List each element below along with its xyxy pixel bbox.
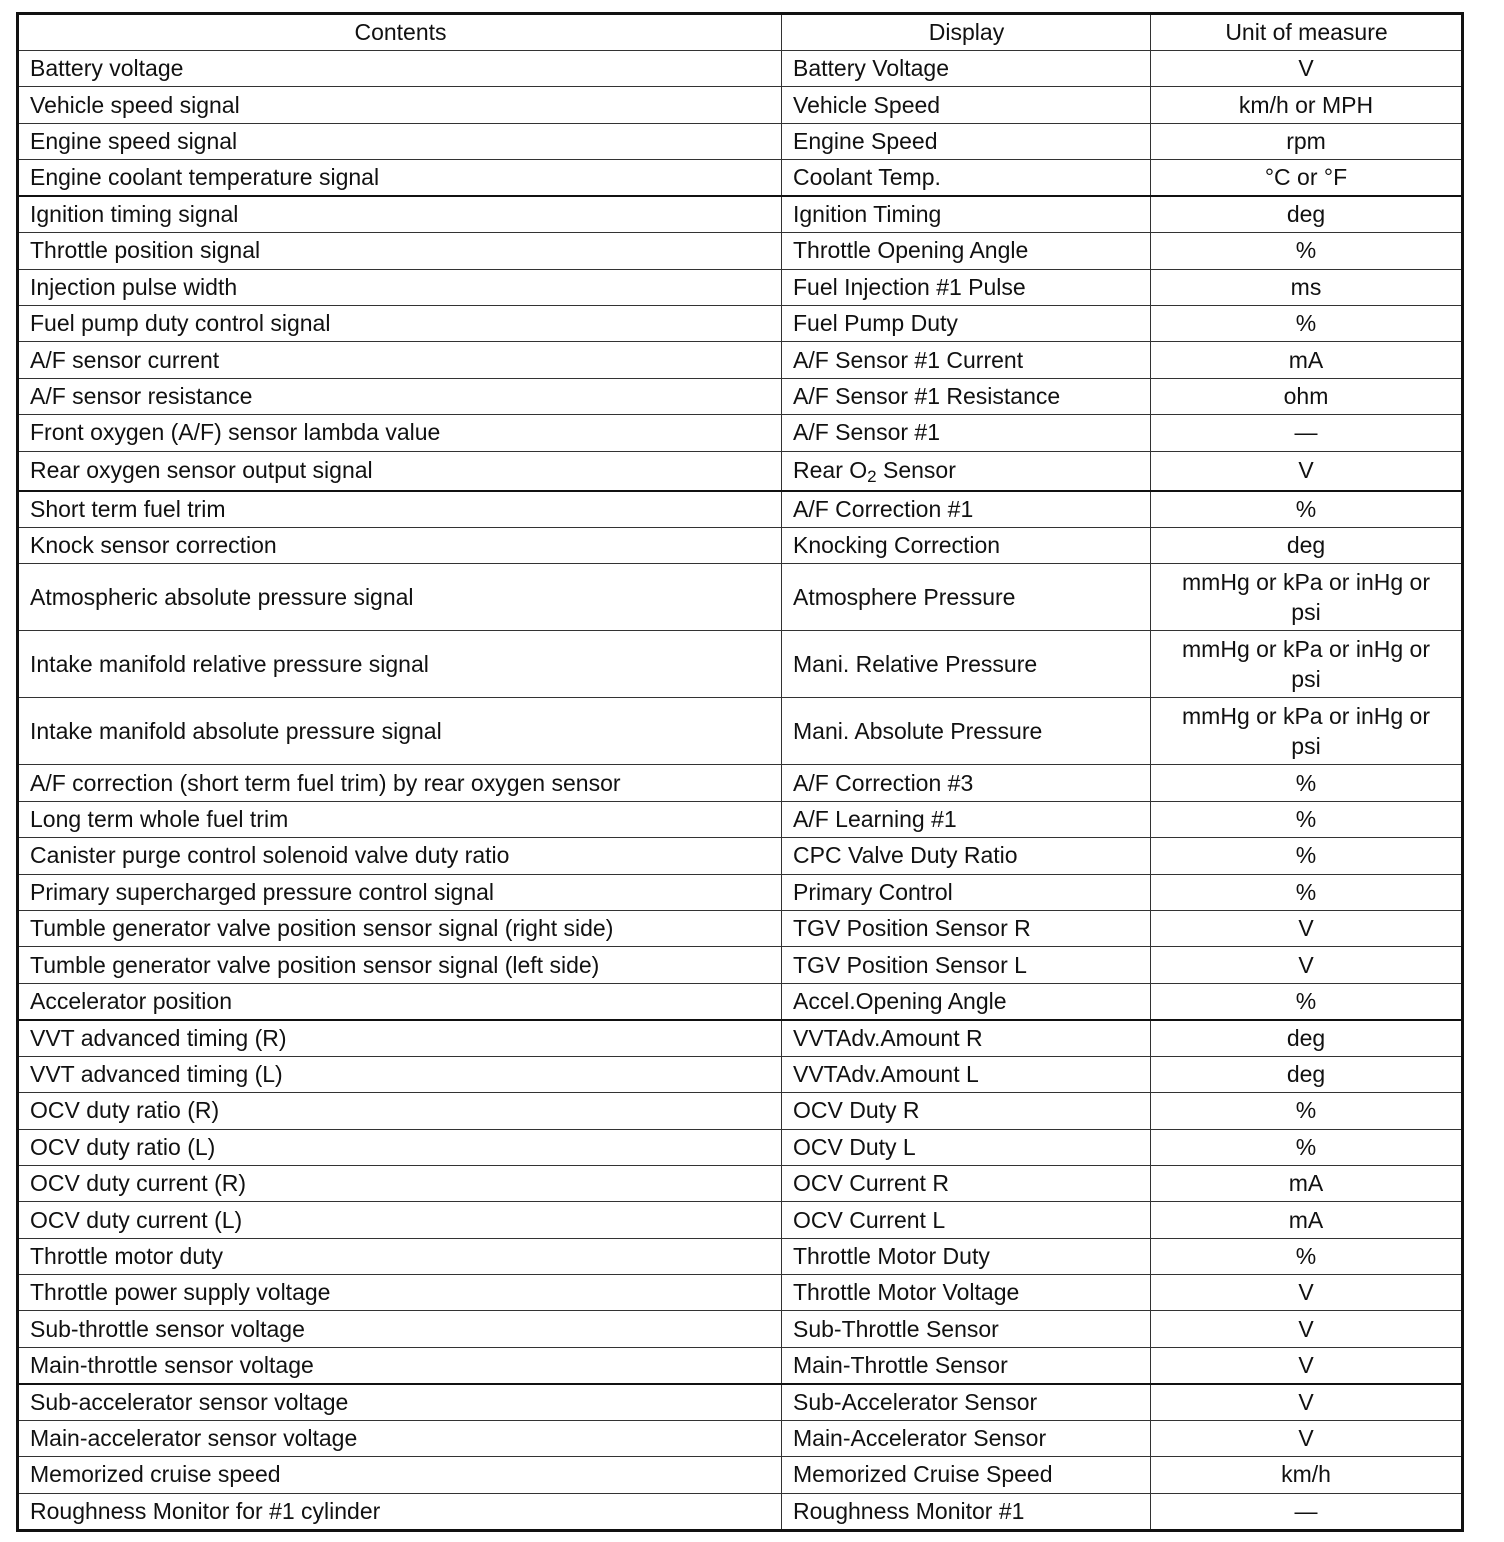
table-row [18,1347,1463,1384]
cell-unit: deg [1151,196,1463,233]
table-row [18,123,1463,159]
table-row [18,1311,1463,1347]
cell-display: A/F Correction #1 [782,491,1151,528]
cell-display: A/F Sensor #1 Resistance [782,378,1151,414]
cell-display: Roughness Monitor #1 [782,1493,1151,1530]
cell-display: Ignition Timing [782,196,1151,233]
table-row [18,1093,1463,1129]
table-row [18,983,1463,1020]
table-header-row [18,14,1463,51]
cell-unit: km/h [1151,1457,1463,1493]
cell-contents: Ignition timing signal [18,196,782,233]
cell-contents: Engine speed signal [18,123,782,159]
table-row [18,910,1463,946]
cell-unit: mmHg or kPa or inHg or psi [1151,698,1463,765]
cell-display: Memorized Cruise Speed [782,1457,1151,1493]
cell-unit: rpm [1151,123,1463,159]
table-row [18,305,1463,341]
cell-contents: Main-accelerator sensor voltage [18,1420,782,1456]
cell-contents: A/F sensor current [18,342,782,378]
cell-contents: Sub-throttle sensor voltage [18,1311,782,1347]
cell-unit: V [1151,451,1463,491]
cell-unit: % [1151,305,1463,341]
cell-contents: Vehicle speed signal [18,87,782,123]
cell-contents: Main-throttle sensor voltage [18,1347,782,1384]
cell-unit: deg [1151,1020,1463,1057]
cell-display: Engine Speed [782,123,1151,159]
cell-unit: ohm [1151,378,1463,414]
cell-unit: ms [1151,269,1463,305]
cell-contents: Sub-accelerator sensor voltage [18,1384,782,1421]
cell-display: Sub-Throttle Sensor [782,1311,1151,1347]
cell-contents: Throttle position signal [18,233,782,269]
cell-contents: Tumble generator valve position sensor signal (left side) [18,947,782,983]
cell-unit: V [1151,947,1463,983]
cell-unit: deg [1151,1056,1463,1092]
cell-unit: mmHg or kPa or inHg or psi [1151,564,1463,631]
cell-contents: Long term whole fuel trim [18,801,782,837]
table-row [18,1020,1463,1057]
cell-unit: % [1151,1093,1463,1129]
cell-unit: V [1151,1384,1463,1421]
cell-contents: VVT advanced timing (R) [18,1020,782,1057]
cell-display: Mani. Absolute Pressure [782,698,1151,765]
cell-display: Accel.Opening Angle [782,983,1151,1020]
table-row [18,233,1463,269]
cell-contents: Short term fuel trim [18,491,782,528]
data-monitor-table [16,12,1464,1532]
cell-contents: VVT advanced timing (L) [18,1056,782,1092]
cell-contents: Knock sensor correction [18,528,782,564]
table-row [18,269,1463,305]
table-row [18,491,1463,528]
cell-unit: V [1151,1275,1463,1311]
cell-display: A/F Sensor #1 [782,415,1151,451]
cell-contents: OCV duty ratio (L) [18,1129,782,1165]
cell-contents: Throttle motor duty [18,1238,782,1274]
cell-unit: °C or °F [1151,160,1463,197]
cell-display: CPC Valve Duty Ratio [782,838,1151,874]
table-row [18,1202,1463,1238]
cell-display: Coolant Temp. [782,160,1151,197]
cell-contents: Rear oxygen sensor output signal [18,451,782,491]
cell-contents: A/F correction (short term fuel trim) by rear oxygen sensor [18,765,782,801]
table-row [18,528,1463,564]
cell-display: Throttle Motor Duty [782,1238,1151,1274]
cell-contents: Battery voltage [18,51,782,87]
cell-display: Main-Throttle Sensor [782,1347,1151,1384]
cell-display: TGV Position Sensor L [782,947,1151,983]
table-row [18,765,1463,801]
cell-contents: Intake manifold absolute pressure signal [18,698,782,765]
cell-display: Primary Control [782,874,1151,910]
cell-unit: V [1151,910,1463,946]
cell-unit: % [1151,983,1463,1020]
cell-display: OCV Current L [782,1202,1151,1238]
table-row [18,801,1463,837]
cell-display: TGV Position Sensor R [782,910,1151,946]
cell-display: VVTAdv.Amount R [782,1020,1151,1057]
cell-unit: mA [1151,1202,1463,1238]
cell-contents: Primary supercharged pressure control signal [18,874,782,910]
cell-contents: Engine coolant temperature signal [18,160,782,197]
cell-contents: Tumble generator valve position sensor signal (right side) [18,910,782,946]
cell-display: Atmosphere Pressure [782,564,1151,631]
cell-unit: % [1151,1238,1463,1274]
table-row [18,1457,1463,1493]
cell-contents: Throttle power supply voltage [18,1275,782,1311]
table-row [18,1275,1463,1311]
cell-contents: OCV duty current (R) [18,1165,782,1201]
cell-unit: % [1151,765,1463,801]
cell-display: OCV Duty L [782,1129,1151,1165]
display-prefix: Rear O [793,457,868,484]
cell-unit: % [1151,801,1463,837]
cell-unit: % [1151,491,1463,528]
cell-unit: — [1151,1493,1463,1530]
cell-contents: Atmospheric absolute pressure signal [18,564,782,631]
header-unit: Unit of measure [1151,14,1463,51]
cell-display: Battery Voltage [782,51,1151,87]
cell-contents: Intake manifold relative pressure signal [18,631,782,698]
cell-display: Throttle Opening Angle [782,233,1151,269]
cell-display [782,451,1151,491]
cell-unit: — [1151,415,1463,451]
cell-unit: % [1151,874,1463,910]
display-subscript: 2 [867,467,877,487]
cell-display: OCV Duty R [782,1093,1151,1129]
cell-display: Sub-Accelerator Sensor [782,1384,1151,1421]
cell-unit: % [1151,838,1463,874]
cell-display: Knocking Correction [782,528,1151,564]
header-display: Display [782,14,1151,51]
header-contents: Contents [18,14,782,51]
table-row [18,631,1463,698]
cell-contents: Front oxygen (A/F) sensor lambda value [18,415,782,451]
cell-unit: V [1151,51,1463,87]
cell-contents: OCV duty current (L) [18,1202,782,1238]
table-row [18,1493,1463,1530]
table-row [18,1056,1463,1092]
cell-unit: V [1151,1347,1463,1384]
table-row [18,1420,1463,1456]
cell-unit: km/h or MPH [1151,87,1463,123]
cell-display: A/F Sensor #1 Current [782,342,1151,378]
cell-unit: deg [1151,528,1463,564]
cell-unit: % [1151,1129,1463,1165]
cell-display: Throttle Motor Voltage [782,1275,1151,1311]
table-row [18,196,1463,233]
cell-unit: V [1151,1420,1463,1456]
table-row [18,342,1463,378]
table-row [18,451,1463,491]
cell-display: Vehicle Speed [782,87,1151,123]
cell-contents: Memorized cruise speed [18,1457,782,1493]
cell-unit: V [1151,1311,1463,1347]
table-row [18,160,1463,197]
cell-unit: mA [1151,1165,1463,1201]
table-row [18,378,1463,414]
cell-display: A/F Learning #1 [782,801,1151,837]
cell-contents: Roughness Monitor for #1 cylinder [18,1493,782,1530]
cell-contents: Fuel pump duty control signal [18,305,782,341]
cell-display: A/F Correction #3 [782,765,1151,801]
table-row [18,1129,1463,1165]
cell-contents: Accelerator position [18,983,782,1020]
cell-display: Fuel Pump Duty [782,305,1151,341]
cell-display: Fuel Injection #1 Pulse [782,269,1151,305]
display-suffix: Sensor [876,457,956,484]
table-row [18,838,1463,874]
cell-display: OCV Current R [782,1165,1151,1201]
table-row [18,698,1463,765]
cell-display: Mani. Relative Pressure [782,631,1151,698]
cell-unit: % [1151,233,1463,269]
cell-unit: mA [1151,342,1463,378]
cell-contents: OCV duty ratio (R) [18,1093,782,1129]
cell-contents: A/F sensor resistance [18,378,782,414]
cell-contents: Canister purge control solenoid valve duty ratio [18,838,782,874]
table-row [18,87,1463,123]
table-row [18,1384,1463,1421]
cell-display: Main-Accelerator Sensor [782,1420,1151,1456]
table-row [18,415,1463,451]
table-row [18,51,1463,87]
cell-display: VVTAdv.Amount L [782,1056,1151,1092]
table-row [18,1238,1463,1274]
table-row [18,564,1463,631]
table-row [18,947,1463,983]
cell-contents: Injection pulse width [18,269,782,305]
cell-unit: mmHg or kPa or inHg or psi [1151,631,1463,698]
table-row [18,874,1463,910]
table-row [18,1165,1463,1201]
